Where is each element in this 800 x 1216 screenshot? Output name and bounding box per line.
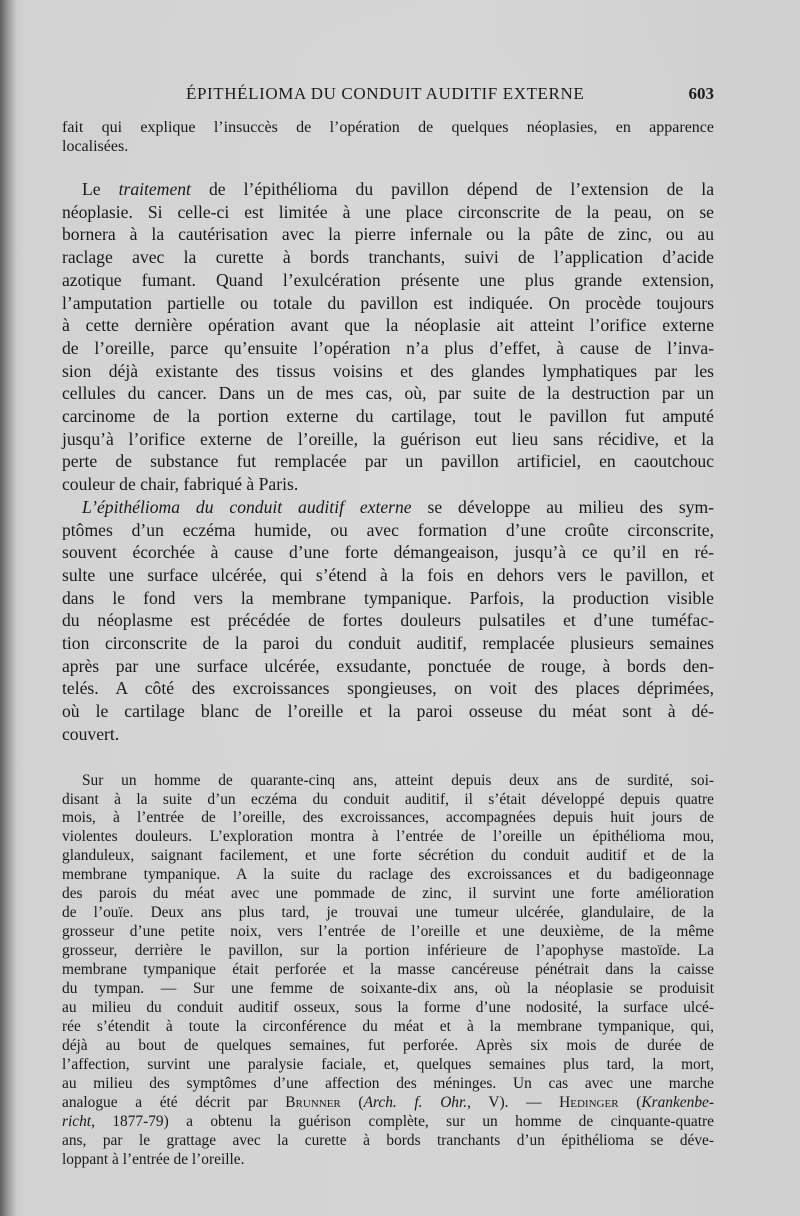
paragraph-continuation [62, 118, 714, 156]
text-line: bornera à la cautérisation avec la pierre infernale ou la pâte de zinc, ou au [62, 224, 714, 245]
author-name: Hedinger [559, 1093, 619, 1111]
text-line: Sur un homme de quarante-cinq ans, atteint depuis deux ans de surdité, soi- [82, 771, 714, 789]
text-line: jusqu’à l’orifice externe de l’oreille, la guérison eut lieu sans récidive, et la [62, 428, 714, 449]
text-line: sion déjà existante des tissus voisins et des glandes lymphatiques par les [62, 360, 714, 381]
italic-citation: Krankenbe- [641, 1093, 714, 1111]
text-line: richt, 1877-79) a obtenu la guérison complète, sur un homme de cinquante-quatre [62, 1112, 714, 1130]
text-line: du néoplasme est précédée de fortes douleurs pulsatiles et d’une tuméfac- [62, 610, 714, 631]
text-line: ptômes d’un eczéma humide, ou avec formation d’une croûte circonscrite, [62, 519, 714, 540]
text-line: fait qui explique l’insuccès de l’opération de quelques néoplasies, en apparence [62, 119, 714, 136]
text-line: telés. A côté des excroissances spongieuses, on voit des places déprimées, [62, 678, 714, 699]
text-line: violentes douleurs. L’exploration montra à l’entrée de l’oreille un épithélioma mou, [62, 828, 714, 846]
text-line: grosseur, derrière le pavillon, sur la portion inférieure de l’apophyse mastoïde. La [62, 942, 714, 960]
italic-citation: richt [62, 1112, 92, 1130]
italic-term: traitement [118, 179, 191, 199]
text-line: déjà au bout de quelques semaines, fut perforée. Après six mois de durée de [62, 1036, 714, 1054]
text-line: de l’ouïe. Deux ans plus tard, je trouvai une tumeur ulcérée, glandulaire, de la [62, 904, 714, 922]
page-header [62, 84, 714, 108]
text-line: glanduleux, saignant facilement, et une forte sécrétion du conduit auditif et de la [62, 847, 714, 865]
text-line: souvent écorchée à cause d’une forte démangeaison, jusqu’à ce qu’il en ré- [62, 542, 714, 563]
text-line: au milieu des symptômes d’une affection des méninges. Un cas avec une marche [62, 1074, 714, 1092]
body-text [62, 118, 714, 1170]
text-line: ans, par le grattage avec la curette à bords tranchants d’un épithélioma se déve- [62, 1131, 714, 1149]
italic-term: L’épithélioma du conduit auditif externe [82, 496, 412, 517]
paragraph-case-report [62, 772, 714, 1170]
text-line: l’affection, survint une paralysie faciale, et, quelques semaines plus tard, la mort, [62, 1055, 714, 1073]
text-line: cellules du cancer. Dans un de mes cas, où, par suite de la destruction par un [62, 383, 714, 404]
text-line: couvert. [62, 723, 120, 744]
text-line: à cette dernière opération avant que la néoplasie ait atteint l’orifice externe [62, 315, 714, 336]
text-line: après par une surface ulcérée, exsudante, ponctuée de rouge, à bords den- [62, 655, 714, 676]
text-line: au milieu du conduit auditif osseux, sous la forme d’une nodosité, la surface ulcé- [62, 999, 714, 1017]
text-line: analogue a été décrit par Brunner (Arch. f. Ohr., V). — Hedinger (Krankenbe- [62, 1093, 714, 1111]
text-line: où le cartilage blanc de l’oreille et la paroi osseuse du méat sont à dé- [62, 701, 714, 722]
text-line: membrane tympanique. A la suite du raclage des excroissances et du badigeonnage [62, 866, 714, 884]
text-line: tion circonscrite de la paroi du conduit auditif, remplacée plusieurs semaines [62, 633, 714, 654]
text-line: dans le fond vers la membrane tympanique. Parfois, la production visible [62, 587, 714, 608]
running-title: ÉPITHÉLIOMA DU CONDUIT AUDITIF EXTERNE [186, 84, 585, 103]
text-line: carcinome de la portion externe du cartilage, tout le pavillon fut amputé [62, 406, 714, 427]
text-line: raclage avec la curette à bords tranchants, suivi de l’application d’acide [62, 247, 714, 268]
text-line: néoplasie. Si celle-ci est limitée à une place circonscrite de la peau, on se [62, 201, 714, 222]
text-line: couleur de chair, fabriqué à Paris. [62, 474, 299, 495]
text-line: grosseur d’une petite noix, vers l’entrée de l’oreille et une deuxième, de la même [62, 923, 714, 941]
text-line: L’épithélioma du conduit auditif externe se développe au milieu des sym- [82, 496, 715, 517]
text-line: perte de substance fut remplacée par un pavillon artificiel, en caoutchouc [62, 451, 714, 472]
text-line: l’amputation partielle ou totale du pavillon est indiquée. On procède toujours [62, 292, 714, 313]
page-number: 603 [688, 84, 714, 103]
text-line: mois, à l’entrée de l’oreille, des excroissances, accompagnées depuis huit jours de [62, 809, 714, 827]
paragraph-conduit-auditif [62, 496, 714, 746]
author-name: Brunner [285, 1093, 341, 1111]
text-line: loppant à l’entrée de l’oreille. [62, 1150, 245, 1168]
paragraph-traitement [62, 178, 714, 496]
italic-citation: Arch. f. Ohr. [363, 1093, 468, 1111]
text-line: azotique fumant. Quand l’exulcération présente une plus grande extension, [62, 269, 714, 290]
text-line: des parois du méat avec une pommade de zinc, il survint une forte amélioration [62, 885, 714, 903]
text-line: disant à la suite d’un eczéma du conduit auditif, il s’était développé depuis quatre [62, 790, 714, 808]
text-line: sulte une surface ulcérée, qui s’étend à la fois en dehors vers le pavillon, et [62, 564, 714, 585]
text-line: rée s’étendit à toute la circonférence du méat et à la membrane tympanique, qui, [62, 1017, 714, 1035]
text-line: membrane tympanique était perforée et la masse cancéreuse pénétrait dans la caisse [62, 961, 714, 979]
text-line: de l’oreille, parce qu’ensuite l’opération n’a plus d’effet, à cause de l’inva- [62, 337, 714, 358]
text-line: Le traitement de l’épithélioma du pavillon dépend de l’extension de la [82, 179, 714, 199]
text-line: localisées. [62, 138, 129, 155]
text-line: du tympan. — Sur une femme de soixante-dix ans, où la néoplasie se produisit [62, 980, 714, 998]
